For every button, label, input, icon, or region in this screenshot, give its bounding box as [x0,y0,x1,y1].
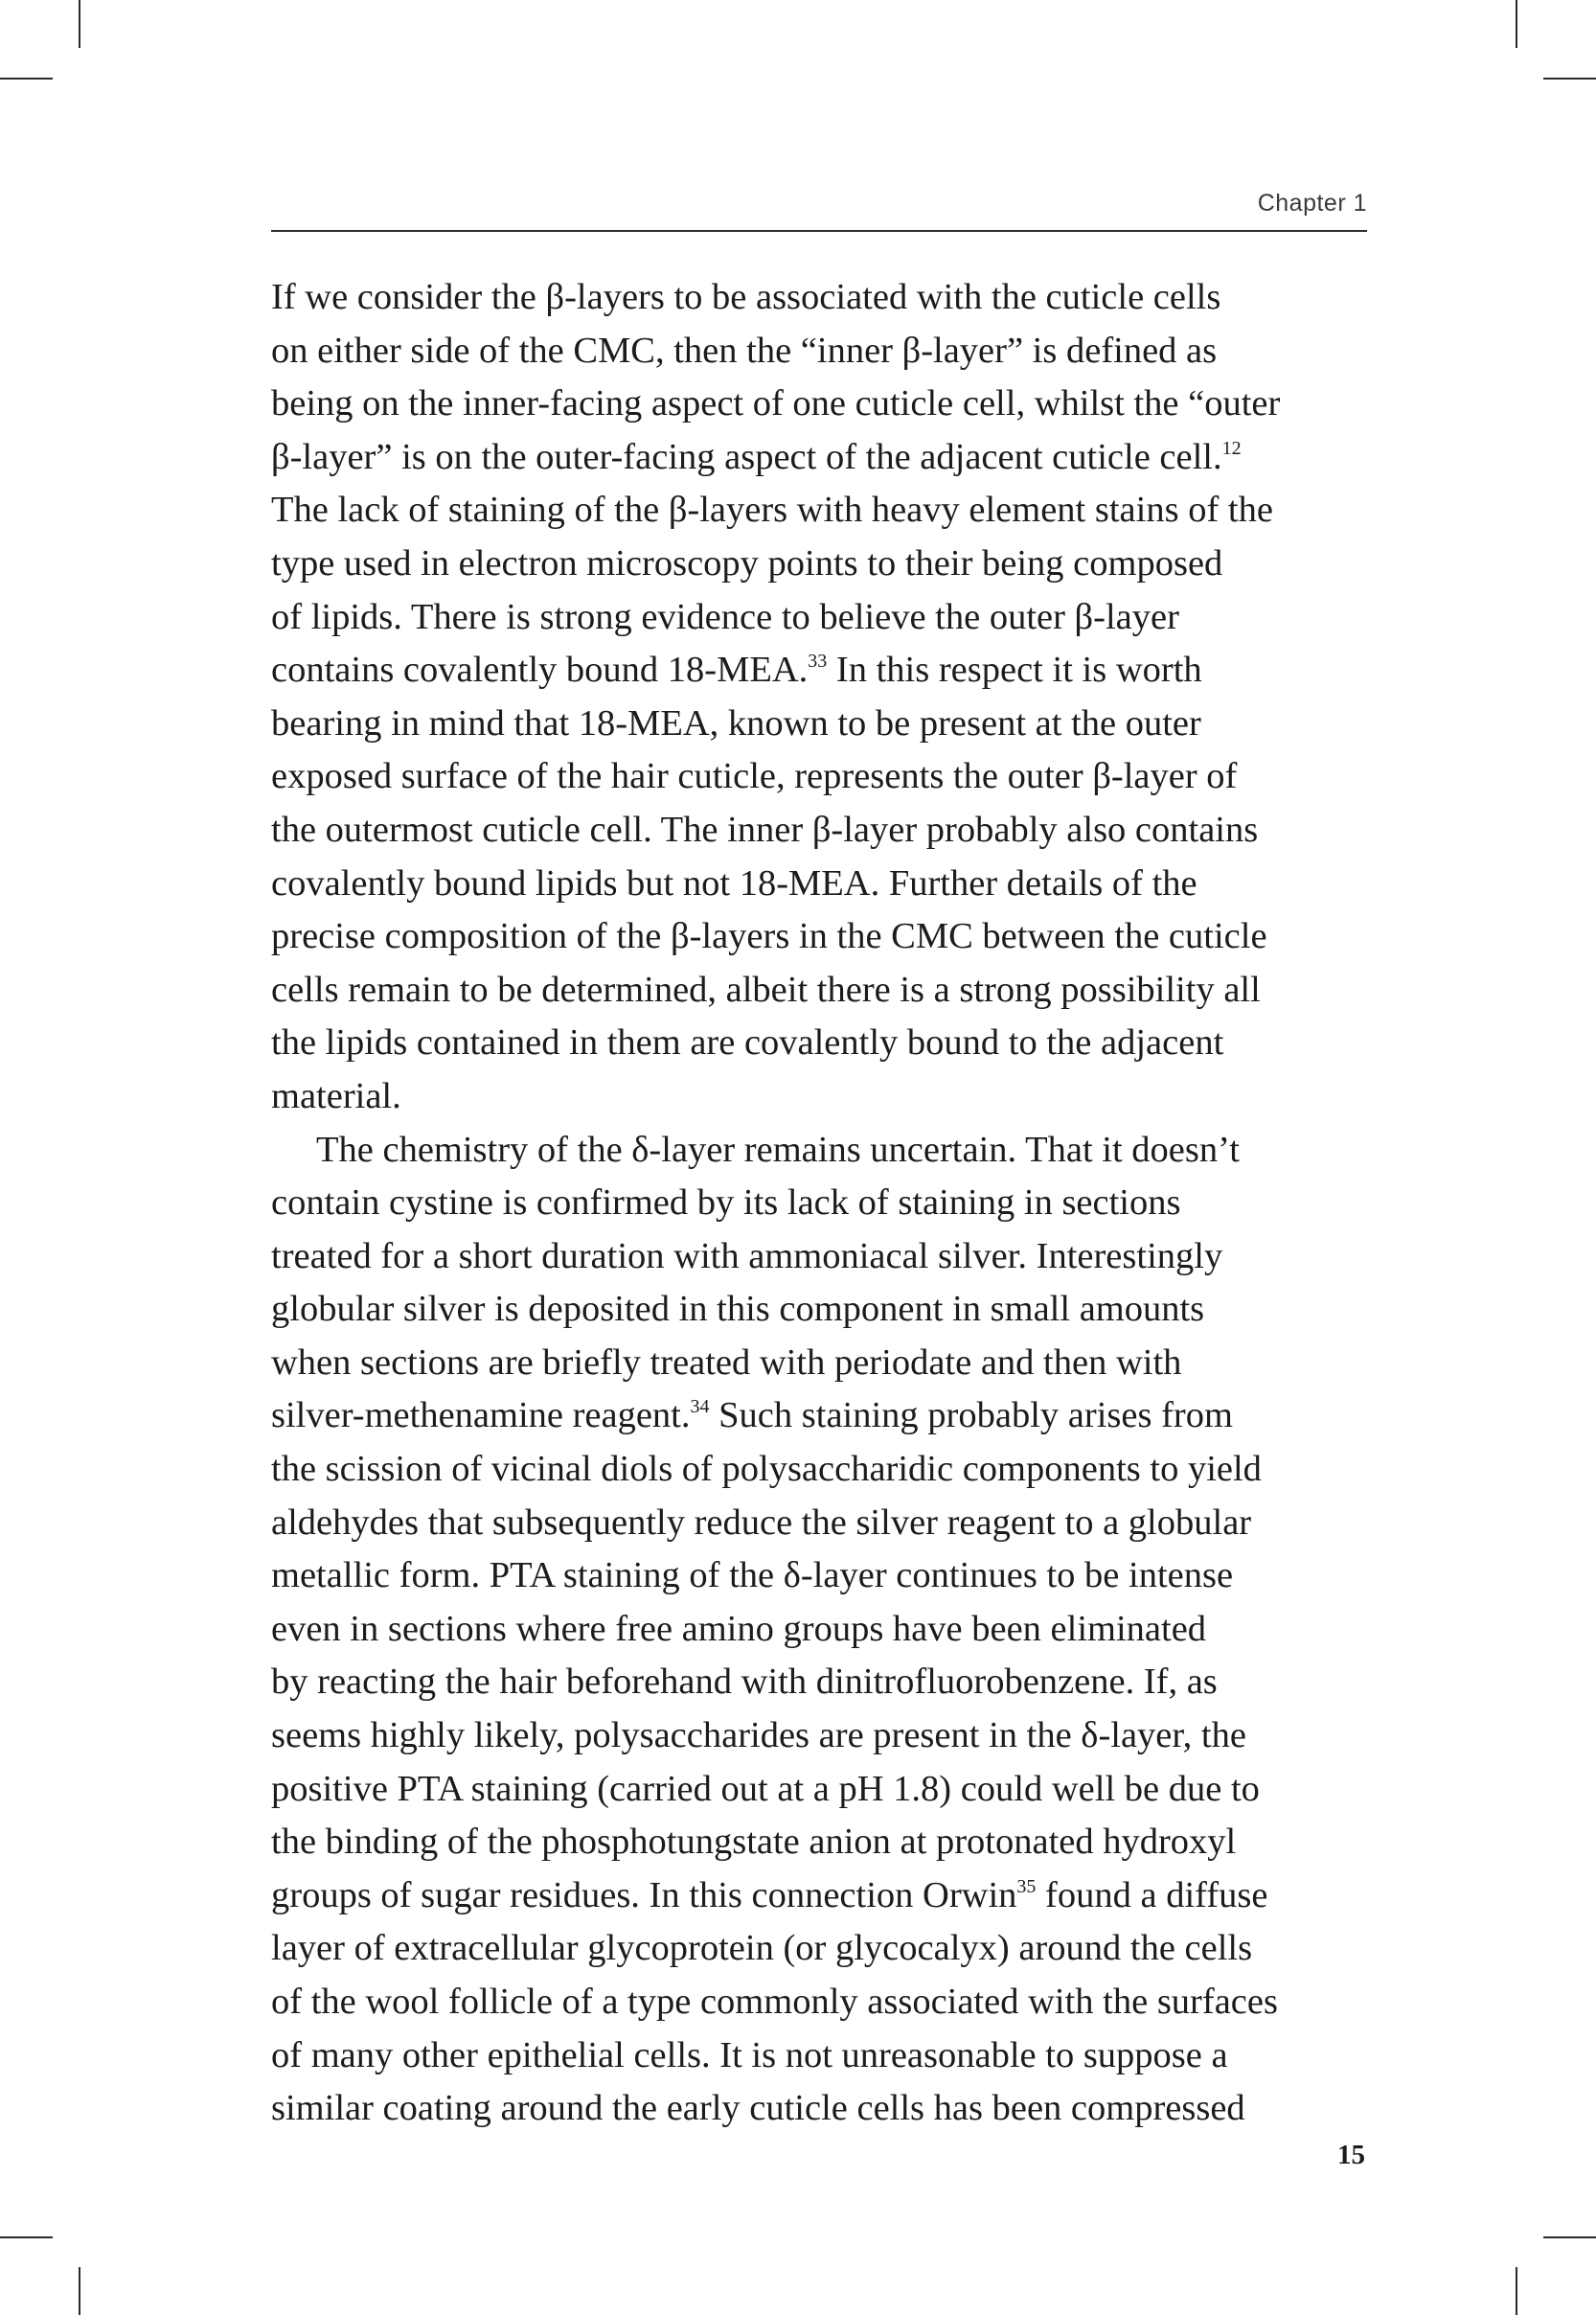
page-number: 15 [1337,2140,1365,2170]
line-text: The lack of staining of the β-layers with heavy element stains of the [271,490,1273,531]
text-line [271,1869,1373,1923]
line-text: covalently bound lipids but not 18-MEA. Further details of the [271,862,1197,904]
line-text: the lipids contained in them are covalently bound to the adjacent [271,1022,1224,1064]
text-line [271,378,1373,431]
footnote-reference: 34 [690,1396,710,1418]
line-text: of many other epithelial cells. It is not unreasonable to suppose a [271,2034,1228,2075]
line-text: of lipids. There is strong evidence to believe the outer β-layer [271,596,1179,637]
text-line [271,538,1373,591]
text-line [271,698,1373,751]
line-text: of the wool follicle of a type commonly associated with the surfaces [271,1982,1278,2022]
text-line [271,1497,1373,1550]
text-line [271,271,1373,325]
text-line [271,1283,1373,1337]
line-text: contains covalently bound 18-MEA. [271,650,809,691]
text-line [271,1976,1373,2029]
crop-mark-top-right-vertical [1516,0,1517,48]
line-text: precise composition of the β-layers in the CMC between the cuticle [271,916,1267,957]
text-line [271,858,1373,911]
text-line [271,910,1373,964]
line-text: positive PTA staining (carried out at a pH 1.8) could well be due to [271,1768,1260,1809]
line-text: layer of extracellular glycoprotein (or glycocalyx) around the cells [271,1928,1253,1969]
line-text: the binding of the phosphotungstate anion at protonated hydroxyl [271,1822,1237,1863]
body-text [271,271,1373,2136]
text-line [271,1070,1373,1124]
line-text: contain cystine is confirmed by its lack of staining in sections [271,1182,1181,1224]
line-text: the scission of vicinal diols of polysaccharidic components to yield [271,1449,1262,1490]
paragraph-2 [271,1124,1373,2136]
text-line [271,1230,1373,1284]
text-line [271,2029,1373,2083]
text-line [271,750,1373,804]
text-line [271,1389,1373,1443]
line-text: seems highly likely, polysaccharides are present in the δ-layer, the [271,1715,1246,1756]
chapter-label: Chapter 1 [1257,190,1367,217]
text-line [271,1656,1373,1709]
crop-mark-bottom-right-horizontal [1543,2236,1596,2238]
text-line [271,1549,1373,1603]
text-line [271,1337,1373,1390]
line-text-continued: found a diffuse [1036,1874,1268,1915]
text-line [271,1816,1373,1869]
line-text: type used in electron microscopy points to their being composed [271,542,1223,584]
line-text: bearing in mind that 18-MEA, known to be present at the outer [271,702,1201,744]
footnote-reference: 12 [1221,437,1242,459]
text-line [271,1763,1373,1817]
text-line [271,484,1373,538]
line-text-continued: Such staining probably arises from [709,1395,1233,1436]
line-text: the outermost cuticle cell. The inner β-layer probably also contains [271,809,1259,850]
text-line [271,804,1373,858]
line-text: even in sections where free amino groups have been eliminated [271,1608,1207,1649]
line-text: metallic form. PTA staining of the δ-layer continues to be intense [271,1555,1234,1596]
line-text: being on the inner-facing aspect of one cuticle cell, whilst the “outer [271,383,1281,424]
text-line [271,1443,1373,1497]
crop-mark-top-left-horizontal [0,78,53,80]
line-text: groups of sugar residues. In this connection Orwin [271,1874,1017,1915]
crop-mark-top-left-vertical [79,0,80,48]
line-text: exposed surface of the hair cuticle, represents the outer β-layer of [271,756,1238,797]
line-text: on either side of the CMC, then the “inner β-layer” is defined as [271,330,1218,371]
footnote-reference: 33 [808,651,828,673]
line-text: similar coating around the early cuticle cells has been compressed [271,2088,1245,2129]
text-line [271,1124,1373,1178]
footnote-reference: 35 [1016,1875,1037,1897]
text-line [271,1603,1373,1657]
text-line [271,591,1373,645]
line-text: treated for a short duration with ammoniacal silver. Interestingly [271,1235,1223,1276]
line-text: silver-methenamine reagent. [271,1395,691,1436]
line-text: The chemistry of the δ-layer remains uncertain. That it doesn’t [316,1129,1240,1170]
line-text: cells remain to be determined, albeit there is a strong possibility all [271,969,1261,1010]
text-line [271,1177,1373,1230]
crop-mark-bottom-left-vertical [79,2267,80,2315]
line-text: material. [271,1075,401,1116]
text-line [271,431,1373,485]
crop-mark-bottom-right-vertical [1516,2267,1517,2315]
line-text: β-layer” is on the outer-facing aspect of the adjacent cuticle cell. [271,436,1222,477]
text-line [271,2082,1373,2136]
line-text: by reacting the hair beforehand with dinitrofluorobenzene. If, as [271,1662,1218,1703]
crop-mark-bottom-left-horizontal [0,2236,53,2238]
running-head [271,188,1367,232]
paragraph-1 [271,271,1373,1124]
line-text: If we consider the β-layers to be associated with the cuticle cells [271,277,1221,317]
line-text: aldehydes that subsequently reduce the silver reagent to a globular [271,1501,1252,1543]
text-line [271,325,1373,378]
line-text-continued: In this respect it is worth [827,650,1202,691]
text-line [271,964,1373,1018]
line-text: globular silver is deposited in this component in small amounts [271,1289,1205,1330]
line-text: when sections are briefly treated with periodate and then with [271,1341,1182,1383]
text-line [271,1709,1373,1763]
text-line [271,1922,1373,1976]
crop-mark-top-right-horizontal [1543,78,1596,80]
text-line [271,1017,1373,1070]
text-line [271,644,1373,698]
